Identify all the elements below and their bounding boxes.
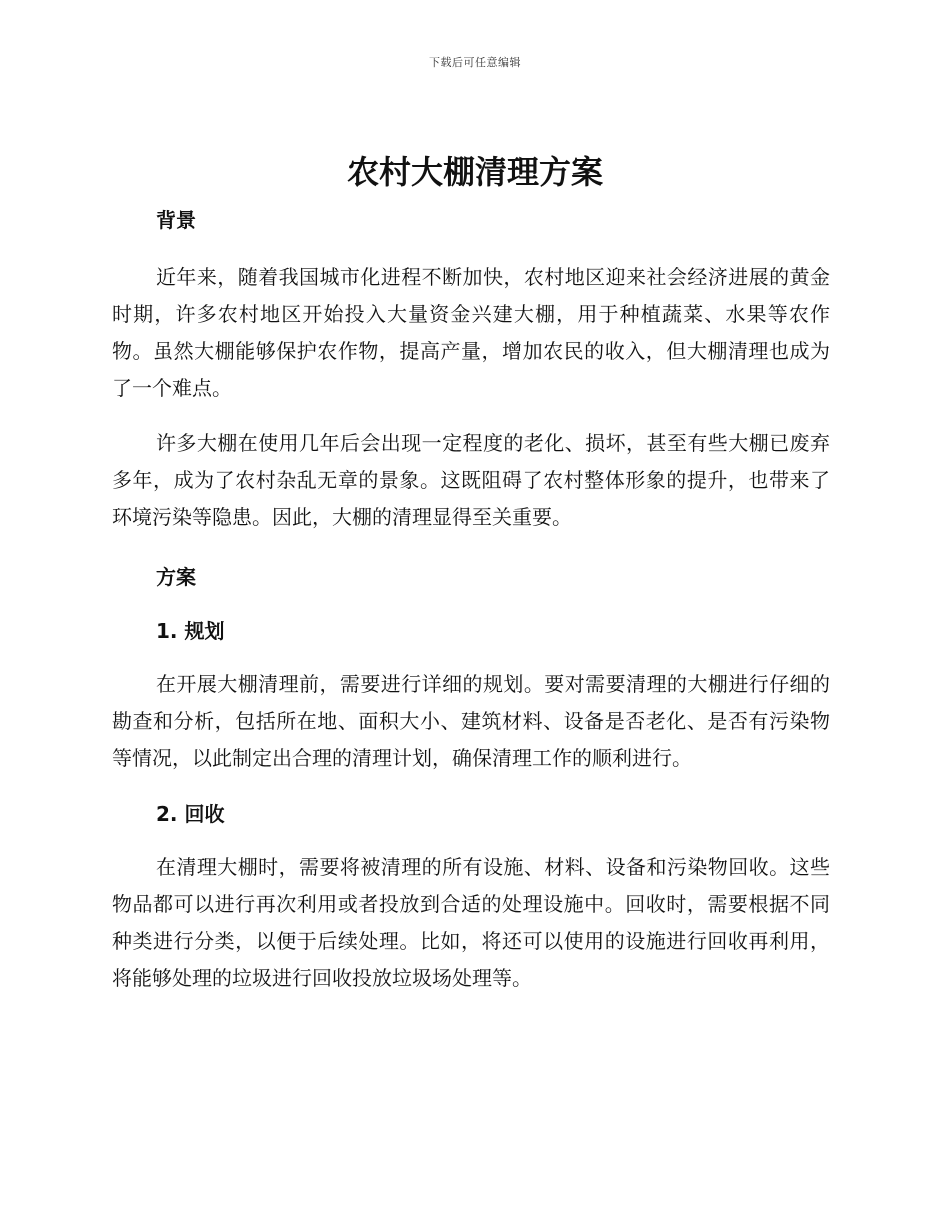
document-title: 农村大棚清理方案 <box>346 153 603 191</box>
step-paragraph-recycling: 在清理大棚时，需要将被清理的所有设施、材料、设备和污染物回收。这些物品都可以进行再次利用或者投放到合适的处理设施中。回收时，需要根据不同种类进行分类，以便于后续处理。比如，将还可以使用的设施进行回收再利用，将能够处理的垃圾进行回收投放垃圾场处理等。 <box>112 855 830 990</box>
step-heading-recycling: 2. 回收 <box>156 802 225 826</box>
background-paragraph-2: 许多大棚在使用几年后会出现一定程度的老化、损坏，甚至有些大棚已废弃多年，成为了农村杂乱无章的景象。这既阻碍了农村整体形象的提升，也带来了环境污染等隐患。因此，大棚的清理显得至关重要。 <box>112 431 830 529</box>
section-heading-plan: 方案 <box>156 565 196 589</box>
step-paragraph-planning: 在开展大棚清理前，需要进行详细的规划。要对需要清理的大棚进行仔细的勘查和分析，包括所在地、面积大小、建筑材料、设备是否老化、是否有污染物等情况，以此制定出合理的清理计划，确保清理工作的顺利进行。 <box>112 672 830 770</box>
step-heading-planning: 1. 规划 <box>156 619 225 643</box>
background-paragraph-1: 近年来，随着我国城市化进程不断加快，农村地区迎来社会经济进展的黄金时期，许多农村地区开始投入大量资金兴建大棚，用于种植蔬菜、水果等农作物。虽然大棚能够保护农作物，提高产量，增加农民的收入，但大棚清理也成为了一个难点。 <box>112 265 830 400</box>
page-header-note: 下载后可任意编辑 <box>429 56 521 69</box>
section-heading-background: 背景 <box>156 208 196 232</box>
document-body <box>112 200 830 997</box>
